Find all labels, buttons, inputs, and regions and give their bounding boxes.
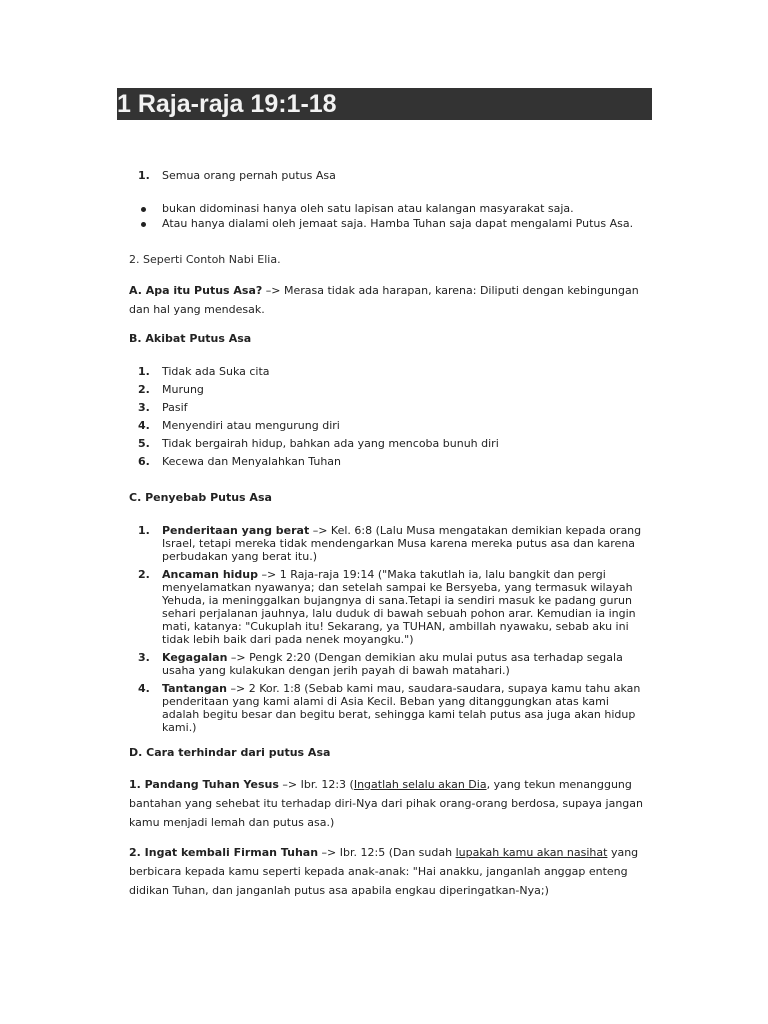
list-label: Kegagalan [162,651,228,664]
list-label: Ancaman hidup [162,568,259,581]
list-text: Tidak bergairah hidup, bahkan ada yang mencoba bunuh diri [162,437,499,450]
list-text: –> 2 Kor. 1:8 (Sebab kami mau, saudara-saudara, supaya kamu tahu akan penderitaan yang kami alami di Asia Kecil. Beban yang ditanggungkan atas kami adalah begitu besar dan begitu berat, sehingga kami telah putus asa juga akan hidup kami.) [162,682,641,734]
list-item [129,363,649,381]
list-text: Murung [162,383,204,396]
bullet-item [129,216,649,231]
list-item [129,651,649,677]
list-text: Pasif [162,401,188,414]
list-number: 4. [138,419,150,432]
item-label: 1. Pandang Tuhan Yesus [129,778,279,791]
list-text: –> Pengk 2:20 (Dengan demikian aku mulai putus asa terhadap segala usaha yang kulakukan dengan jerih payah di bawah matahari.) [162,651,623,677]
bullet-text: bukan didominasi hanya oleh satu lapisan atau kalangan masyarakat saja. [162,202,574,215]
list-number: 1. [138,524,150,537]
list-text: Menyendiri atau mengurung diri [162,419,340,432]
bullet-icon [141,222,146,227]
list-item [129,399,649,417]
list-text: Kecewa dan Menyalahkan Tuhan [162,455,342,468]
list-number: 4. [138,682,150,695]
list-number: 3. [138,651,150,664]
page-title: 1 Raja-raja 19:1-18 [117,88,652,120]
list-item [129,417,649,435]
list-item [129,435,649,453]
list-item [129,682,649,734]
list-number: 2. [138,383,150,396]
item-text: , yang tekun menanggung bantahan yang sehebat itu terhadap diri-Nya dari pihak orang-orang berdosa, supaya jangan kamu menjadi lemah dan putus asa.) [129,778,643,829]
section-a-label: A. Apa itu Putus Asa? [129,284,263,297]
item-text: yang berbicara kepada kamu seperti kepada anak-anak: "Hai anakku, janganlah anggap enteng didikan Tuhan, dan janganlah putus asa apabila engkau diperingatkan-Nya;) [129,846,639,897]
item-label: 2. Ingat kembali Firman Tuhan [129,846,319,859]
list-number: 1. [138,169,150,182]
bullet-text: Atau hanya dialami oleh jemaat saja. Hamba Tuhan saja dapat mengalami Putus Asa. [162,217,634,230]
list-item [129,453,649,471]
list-number: 3. [138,401,150,414]
section-c-heading: C. Penyebab Putus Asa [129,491,272,504]
item-underline: Ingatlah selalu akan Dia [353,778,487,791]
list-item [129,524,649,563]
list-number: 2. [138,568,150,581]
list-text: –> 1 Raja-raja 19:14 ("Maka takutlah ia, lalu bangkit dan pergi menyelamatkan nyawanya; dan setelah sampai ke Bersyeba, yang termasuk wilayah Yehuda, ia meninggalkan bujangnya di sana.Tetapi ia sendiri masuk ke padang gurun sehari perjalanan jauhnya, lalu duduk di bawah sebuah pohon arar. Kemudian ia ingin mati, katanya: "Cukuplah itu! Sekarang, ya TUHAN, ambillah nyawaku, sebab aku ini tidak lebih baik dari pada nenek moyangku.") [162,568,636,646]
bullet-item [129,201,649,216]
section-c-list [129,524,649,739]
list-item [129,568,649,646]
bullet-icon [141,207,146,212]
item-text: –> Ibr. 12:5 (Dan sudah [318,846,456,859]
item-underline: lupakah kamu akan nasihat [455,846,608,859]
list-number: 6. [138,455,150,468]
list-text: Semua orang pernah putus Asa [162,169,336,182]
item-text: –> Ibr. 12:3 ( [278,778,354,791]
section-d-heading: D. Cara terhindar dari putus Asa [129,746,331,759]
bullet-list [129,201,649,231]
list-label: Penderitaan yang berat [162,524,310,537]
section-a [129,281,649,319]
section-b-list [129,363,649,471]
list-number: 1. [138,365,150,378]
list-text: –> Kel. 6:8 (Lalu Musa mengatakan demikian kepada orang Israel, tetapi mereka tidak mendengarkan Musa karena mereka putus asa dan karena perbudakan yang berat itu.) [162,524,642,563]
section-d-item-2 [129,843,649,900]
section-2-text: 2. Seperti Contoh Nabi Elia. [129,253,281,266]
list-item [129,167,649,185]
list-label: Tantangan [162,682,227,695]
section-1-list [129,167,649,185]
section-d-item-1 [129,775,649,832]
section-b-heading: B. Akibat Putus Asa [129,332,252,345]
list-item [129,381,649,399]
section-a-text: –> Merasa tidak ada harapan, karena: Diliputi dengan kebingungan dan hal yang mendesak. [129,284,639,316]
list-text: Tidak ada Suka cita [162,365,270,378]
list-number: 5. [138,437,150,450]
